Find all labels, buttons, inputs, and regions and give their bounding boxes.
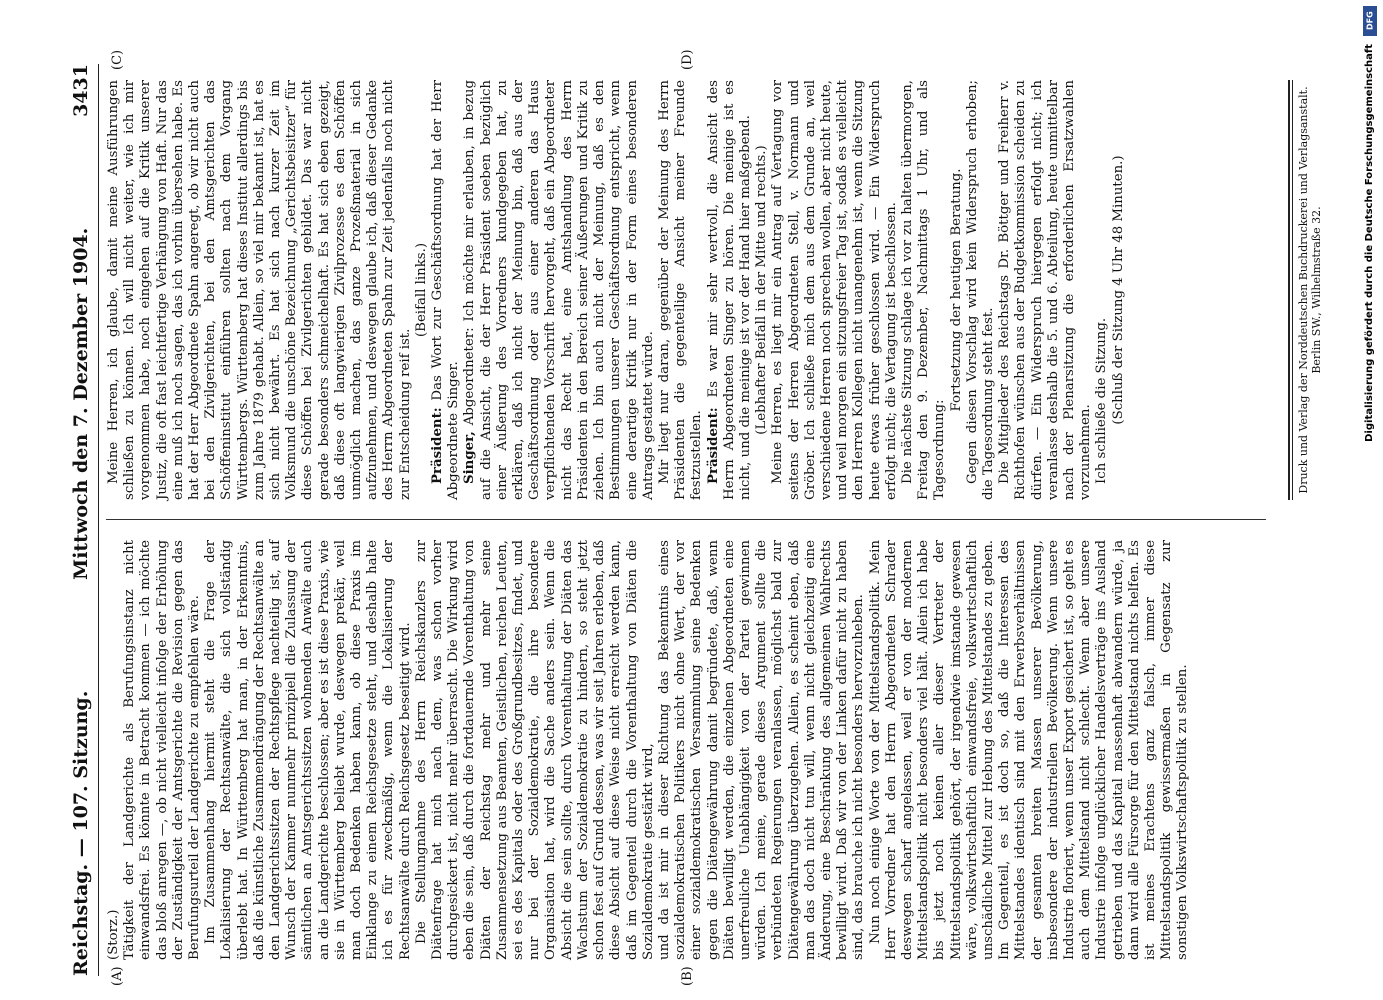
paragraph: Tätigkeit der Landgerichte als Berufungsinstanz nicht einwandsfrei. Es könnte in Betracht kommen — ich möchte das bloß anregen —, ob nicht vielleicht infolge der Erhöhung der Zuständigkeit der Amtsgerichte die Revision gegen das Berufungsurteil der Landgerichte zu empfehlen wäre. bbox=[122, 540, 203, 960]
rotated-document-page bbox=[40, 40, 1340, 1000]
speech-text: Abgeordneter: Ich möchte mir erlauben, in bezug auf die Ansicht, die der Herr Präsident soeben bezüglich einer Äußerung des Vorredners kundgegeben hat, zu erklären, daß ich nicht der Meinung bin, daß aus der Geschäftsordnung oder aus einer anderen das Haus verpflichtenden Vorschrift hervorgeht, daß ein Abgeordneter nicht das Recht hat, eine Amtshandlung des Herrn Präsidenten in den Bereich seiner Äußerungen und Kritik zu ziehen. Ich bin auch nicht der Meinung, daß es den Bestimmungen unserer Geschäftsordnung entspricht, wenn eine derartige Kritik nur in der Form eines besonderen Antrags gestattet würde. bbox=[462, 80, 656, 500]
speaker-continuation: (Storz.) bbox=[106, 909, 121, 960]
closing-note: (Schluß der Sitzung 4 Uhr 48 Minuten.) bbox=[1110, 155, 1126, 425]
paragraph: Meine Herren, ich glaube, damit meine Ausführungen schließen zu können. Ich will nicht weiter, wie ich mir vorgenommen habe, noch eingehen auf die Kritik unserer Justiz, die oft fast leichtfertige Verhängung von Haft. Nur das eine muß ich noch sagen, das ich vorhin übersehen habe. Es hat der Herr Abgeordnete Spahn angeregt, ob wir nicht auch bei den Zivilgerichten, bei den Amtsgerichten das Schöffeninstitut einführen sollten nach dem Vorgang Württembergs. Württemberg hat dieses Institut allerdings bis zum Jahre 1879 gehabt. Allein, so viel mir bekannt ist, hat es sich nicht bewährt. Es hat sich nach kurzer Zeit im Volksmund die unschöne Bezeichnung „Gerichtsbeisitzer“ für diese Schöffen bei Zivilgerichten gebildet. Das war nicht gerade besonders schmeichelhaft. Es hat sich eben gezeigt, daß diese oft langwierigen Zivilprozesse es den Schöffen unmöglich machen, das ganze Prozeßmaterial in sich aufzunehmen, und deswegen glaube ich, daß dieser Gedanke des Herrn Abgeordneten Spahn zur Zeit jedenfalls noch nicht zur Entscheidung reif ist. bbox=[106, 80, 413, 500]
page-number: 3431 bbox=[70, 64, 92, 117]
paragraph: Im Zusammenhang hiermit steht die Frage der Lokalisierung der Rechtsanwälte, die sich vollständig überlebt hat. In Württemberg hat man, in der Erkenntnis, daß die künstliche Zusammendrängung der Rechtsanwälte an den Landgerichtssitzen der Rechtspflege nachteilig ist, auf Wunsch der Kammer nunmehr prinzipiell die Zulassung der sämtlichen an Amtsgerichtssitzen wohnenden Anwälte auch an die Landgerichte beschlossen; aber es ist diese Praxis, wie sie in Württemberg beliebt wurde, deswegen prekär, weil man doch Bedenken haben kann, ob diese Praxis im Einklange zu einem Reichsgesetze steht, und deshalb halte ich es für zweckmäßig, wenn die Lokalisierung der Rechtsanwälte durch Reichsgesetz beseitigt wird. bbox=[203, 540, 413, 960]
speaker-label-president: Präsident: bbox=[430, 407, 446, 484]
paragraph: Die Mitglieder des Reichstags Dr. Böttger und Freiherr v. Richthofen wünschen aus der Budgetkommission scheiden zu dürfen. — Ein Widerspruch hiergegen erfolgt nicht; ich veranlasse deshalb die 5. und 6. Abteilung, heute unmittelbar nach der Plenarsitzung die erforderlichen Ersatzwahlen vorzunehmen. bbox=[997, 80, 1094, 500]
agenda-item: Fortsetzung der heutigen Beratung. bbox=[948, 168, 964, 412]
imprint-line-1: Druck und Verlag der Norddeutschen Buchdruckerei und Verlagsanstalt. bbox=[1297, 86, 1310, 494]
column-divider bbox=[106, 519, 1266, 520]
applause-note: (Beifall links.) bbox=[413, 242, 429, 338]
paragraph: Nun noch einige Worte von der Mittelstandspolitik. Mein Herr Vorredner hat den Herrn Abgeordneten Schrader deswegen scharf angelassen, weil er von der modernen Mittelstandspolitik nicht besonders viel hält. Allein ich habe bis jetzt noch keinen aller dieser Vertreter der Mittelstandspolitik gehört, der irgendwie imstande gewesen wäre, volkswirtschaftlich einwandsfreie, volkswirtschaftlich unschädliche Mittel zur Hebung des Mittelstandes zu geben. Im Gegenteil, es ist doch so, daß die Interessen des Mittelstandes identisch sind mit den Erwerbsverhältnissen der gesamten breiten Massen unserer Bevölkerung, insbesondere der industriellen Bevölkerung. Wenn unsere Industrie floriert, wenn unser Export gesichert ist, so geht es auch dem Mittelstand nicht schlecht. Wenn aber unsere Industrie infolge unglücklicher Handelsverträge ins Ausland getrieben und das Kapital massenhaft abwandern würde, ja dann wird alle Fürsorge für den Mittelstand nichts helfen. Es ist meines Erachtens ganz falsch, immer diese Mittelstandspolitik gewissermaßen in Gegensatz zur sonstigen Volkswirtschaftspolitik zu stellen. bbox=[867, 540, 1191, 960]
paragraph: Meine Herren, es liegt mir ein Antrag auf Vertagung vor seitens der Herren Abgeordneten Stell, v. Normann und Gröber. Ich schließe mich dem aus dem Grunde an, weil verschiedene Herren noch sprechen wollen, aber nicht heute, und weil morgen ein sitzungsfreier Tag ist, sodaß es vielleicht den Herren Kollegen nicht unangenehm ist, wenn die Sitzung heute etwas früher geschlossen wird. — Ein Widerspruch erfolgt nicht; die Vertagung ist beschlossen. bbox=[770, 80, 899, 500]
paragraph: und da ist mir in dieser Richtung das Bekenntnis eines sozialdemokratischen Politikers nicht ohne Wert, der vor einer sozialdemokratischen Versammlung seine Bedenken gegen die Diätengewährung damit begründete, daß, wenn Diäten bewilligt werden, die einzelnen Abgeordneten eine unerfreuliche Unabhängigkeit von der Partei gewinnen würden. Ich meine, gerade dieses Argument sollte die verbündeten Regierungen veranlassen, möglichst bald zur Diätengewährung überzugehen. Allein, es scheint eben, daß man das doch nicht tun will, wenn nicht gleichzeitig eine Änderung, eine Beschränkung des allgemeinen Wahlrechts bewilligt wird. Daß wir von der Linken dafür nicht zu haben sind, das brauche ich nicht besonders hervorzuheben. bbox=[656, 540, 867, 960]
left-column bbox=[106, 540, 1266, 960]
speaker-label-president: Präsident: bbox=[705, 407, 721, 484]
speaker-label-singer: Singer, bbox=[462, 431, 478, 484]
paragraph: Die nächste Sitzung schlage ich vor zu halten übermorgen, Freitag den 9. Dezember, Nachmittags 1 Uhr, und als Tagesordnung: bbox=[899, 80, 948, 500]
footer-rule bbox=[1288, 80, 1290, 500]
header-date: Mittwoch den 7. Dezember 1904. bbox=[70, 227, 92, 580]
printer-imprint bbox=[1297, 80, 1323, 500]
digitization-note: Digitalisierung gefördert durch die Deutsche Forschungsgemeinschaft bbox=[1364, 44, 1375, 442]
margin-letter-b: (B) bbox=[680, 966, 695, 986]
margin-letter-c: (C) bbox=[110, 49, 125, 70]
paragraph: Ich schließe die Sitzung. bbox=[1094, 317, 1110, 484]
page-header bbox=[70, 64, 96, 976]
margin-letter-a: (A) bbox=[110, 966, 125, 986]
margin-letter-d: (D) bbox=[680, 49, 695, 70]
paragraph: Mir liegt nur daran, gegenüber der Meinung des Herrn Präsidenten die gegenteilige Ansicht meiner Freunde festzustellen. bbox=[656, 80, 705, 500]
header-rule bbox=[98, 64, 99, 976]
speech-text: Das Wort zur Geschäftsordnung hat der Herr Abgeordnete Singer. bbox=[430, 80, 462, 500]
imprint-line-2: Berlin SW., Wilhelmstraße 32. bbox=[1310, 206, 1323, 374]
paragraph: Die Stellungnahme des Herrn Reichskanzlers zur Diätenfrage hat mich nach dem, was schon vorher durchgesickert ist, nicht mehr überrascht. Die Wirkung wird eben die sein, daß durch die fortdauernde Vorenthaltung von Diäten der Reichstag mehr und mehr seine Zusammensetzung aus Beamten, Geistlichen, reichen Leuten, sei es des Kapitals oder des Großgrundbesitzes, findet, und nur bei der Sozialdemokratie, die ihre besondere Organisation hat, wird die Sache anders sein. Wenn die Absicht die sein sollte, durch Vorenthaltung der Diäten das Wachstum der Sozialdemokratie zu hindern, so steht jetzt schon fest auf Grund dessen, was wir seit Jahren erleben, daß diese Absicht auf diese Weise nicht erreicht werden kann, daß im Gegenteil durch die Vorenthaltung von Diäten die Sozialdemokratie gestärkt wird, bbox=[413, 540, 656, 960]
right-column bbox=[106, 80, 1266, 500]
footer-rule-thin bbox=[1292, 80, 1293, 500]
speech-text: Es war mir sehr wertvoll, die Ansicht des Herrn Abgeordneten Singer zu hören. Die meinige ist es nicht, und die meinige ist vor der Hand hier maßgebend. bbox=[705, 80, 753, 500]
applause-note: (Lebhafter Beifall in der Mitte und rechts.) bbox=[754, 145, 770, 435]
dfg-logo-badge: DFG bbox=[1363, 6, 1377, 36]
paragraph: Gegen diesen Vorschlag wird kein Widerspruch erhoben; die Tagesordnung steht fest. bbox=[964, 80, 996, 500]
header-left: Reichstag. — 107. Sitzung. bbox=[70, 690, 92, 976]
